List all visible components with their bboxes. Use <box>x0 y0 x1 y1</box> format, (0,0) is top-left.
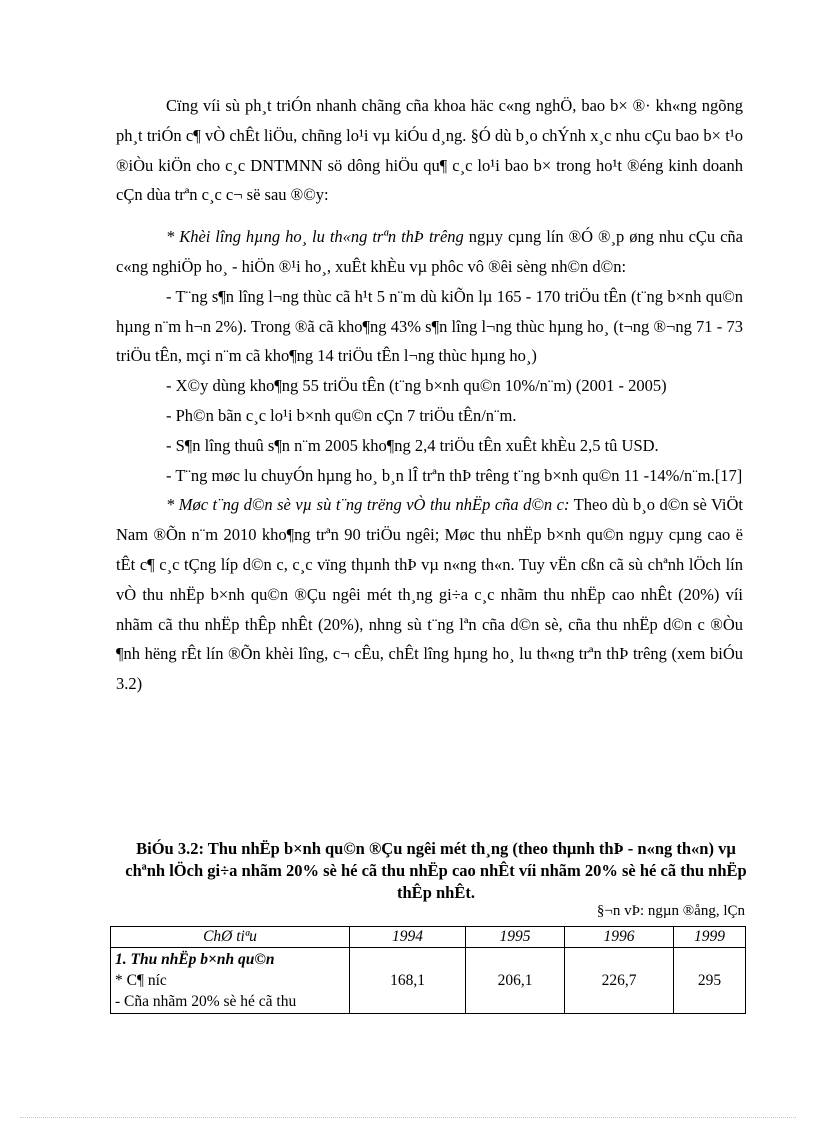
heading-goods-volume: * Khèi lîng hµng ho¸ lu th«ng trªn thÞ trêng <box>166 227 464 247</box>
table-header-row <box>111 927 746 948</box>
bullet-retail: - T¨ng møc lu chuyÓn hµng ho¸ b¸n lÎ trªn thÞ trêng t¨ng b×nh qu©n 11 -14%/n¨m.[17] <box>166 465 743 485</box>
value-1995: 206,1 <box>466 948 565 1014</box>
header-1994: 1994 <box>350 927 466 948</box>
paragraph-intro: Cïng víi sù ph¸t triÓn nhanh chãng cña khoa häc c«ng nghÖ, bao b× ®· kh«ng ngõng ph¸t triÓn c¶ vÒ chÊt liÖu, chñng lo¹i vµ kiÓu d¸ng. §Ó dù b¸o chÝnh x¸c nhu cÇu bao b× t¹o ®iÒu kiÖn cho c¸c DNTMNN sö dông hiÖu qu¶ c¸c lo¹i bao b× trong ho¹t ®éng kinh doanh cÇn dùa trªn c¸c c¬ së sau ®©y: <box>116 96 743 205</box>
row-label-sub: * C¶ níc <box>115 972 167 989</box>
bullet-fertilizer: - Ph©n bãn c¸c lo¹i b×nh qu©n cÇn 7 triÖu tÊn/n¨m. <box>166 405 517 425</box>
value-1994: 168,1 <box>350 948 466 1014</box>
page-border <box>20 1117 796 1118</box>
bullet-cement: - X©y dùng kho¶ng 55 triÖu tÊn (t¨ng b×nh qu©n 10%/n¨m) (2001 - 2005) <box>166 376 667 396</box>
text-population: Theo dù b¸o d©n sè ViÖt Nam ®Õn n¨m 2010 kho¶ng trªn 90 triÖu ngêi; Møc thu nhËp b×nh qu©n ngµy cµng cao ë tÊt c¶ c¸c tÇng líp d©n c, c¸c vïng thµnh thÞ vµ n«ng th«n. Tuy vËn cßn cã sù chªnh lÖch lín vÒ thu nhËp b×nh qu©n ®Çu ngêi mét th¸ng gi÷a c¸c nhãm thu nhËp cao nhÊt (20%) víi nhãm cã thu nhËp thÊp nhÊt (20%), nhng sù t¨ng lªn cña d©n sè, cña thu nhËp d©n c ®Òu ¶nh hëng rÊt lín ®Õn khèi lîng, c¬ cÊu, chÊt lîng hµng ho¸ lu th«ng trªn thÞ trêng (xem biÓu 3.2) <box>116 495 743 694</box>
table-caption: BiÓu 3.2: Thu nhËp b×nh qu©n ®Çu ngêi mét th¸ng (theo thµnh thÞ - n«ng th«n) vµ chªnh lÖch gi÷a nhãm 20% sè hé cã thu nhËp cao nhÊt víi nhãm 20% sè hé cã thu nhËp thÊp nhÊt. <box>125 839 747 902</box>
row-label-main: 1. Thu nhËp b×nh qu©n <box>115 951 275 968</box>
paragraph-population <box>116 490 743 699</box>
value-1999: 295 <box>674 948 746 1014</box>
header-1995: 1995 <box>466 927 565 948</box>
bullet-seafood: - S¶n lîng thuû s¶n n¨m 2005 kho¶ng 2,4 triÖu tÊn xuÊt khÈu 2,5 tû USD. <box>166 435 659 455</box>
bullet-grain: - T¨ng s¶n lîng l¬ng thùc cã h¹t 5 n¨m dù kiÕn lµ 165 - 170 triÖu tÊn (t¨ng b×nh qu©n hµng n¨m h¬n 2%). Trong ®ã cã kho¶ng 43% s¶n lîng l¬ng thùc hµng ho¸ (t¬ng ®¬ng 71 - 73 triÖu tÊn, mçi n¨m cã kho¶ng 14 triÖu tÊn l¬ng thùc hµng ho¸) <box>116 286 743 366</box>
text-goods-volume: ngµy cµng lín ®Ó ®¸p øng nhu cÇu cña c«ng nghiÖp ho¸ - hiÖn ®¹i ho¸, xuÊt khÈu vµ phôc vô ®êi sèng nh©n d©n: <box>116 227 743 276</box>
header-1996: 1996 <box>565 927 674 948</box>
paragraph-goods-volume <box>116 222 743 282</box>
header-1999: 1999 <box>674 927 746 948</box>
income-table <box>110 926 746 1014</box>
unit-note: §¬n vÞ: ngµn ®ång, lÇn <box>596 903 745 919</box>
row-label <box>111 948 350 1014</box>
row-label-sub2: - Cña nhãm 20% sè hé cã thu <box>115 993 297 1010</box>
table-row <box>111 948 746 1014</box>
heading-population: * Møc t¨ng d©n sè vµ sù t¨ng trëng vÒ thu nhËp cña d©n c: <box>166 495 570 515</box>
body-text <box>116 91 743 699</box>
value-1996: 226,7 <box>565 948 674 1014</box>
header-indicator: ChØ tiªu <box>111 927 350 948</box>
